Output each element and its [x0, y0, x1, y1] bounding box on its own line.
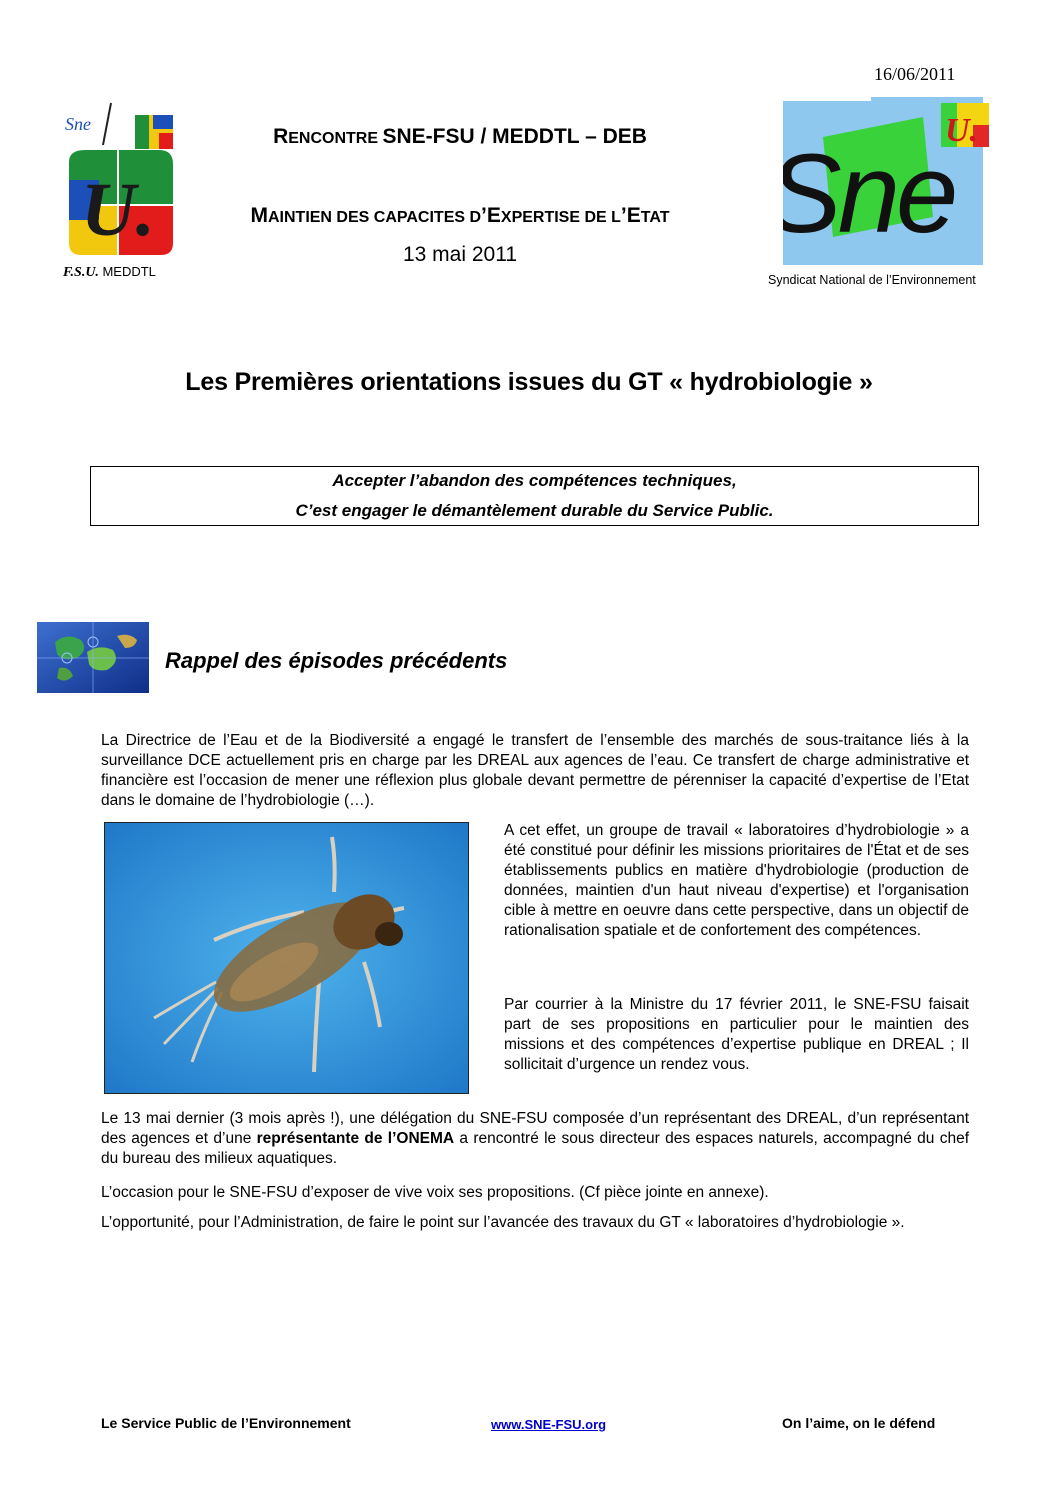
page-title: Les Premières orientations issues du GT « hydrobiologie » [185, 368, 873, 396]
footer-website-link[interactable]: www.SNE-FSU.org [491, 1417, 607, 1432]
header-meeting-line [150, 125, 770, 149]
footer-left-text: Le Service Public de l’Environnement [101, 1415, 351, 1431]
footer-right-text: On l’aime, on le défend [782, 1415, 936, 1431]
sne-logo [783, 97, 997, 267]
hline1-segment-1: ENCONTRE [288, 130, 383, 147]
delegation-text-start: Le 13 mai dernier (3 mois après !), une délégation du SNE-FSU composée d’un représentant des DREAL, d’un représentant des agences et d’une [101, 1110, 969, 1147]
paragraph-context: La Directrice de l’Eau et de la Biodiversité a engagé le transfert de l’ensemble des marchés de sous-traitance liés à la surveillance DCE actuellement pris en charge par les DREAL aux agences de l’eau. Ce transfert de charge administrative et financière est l’occasion de mener une réflexion plus globale devant permettre de pérenniser la capacité d’expertise de l’Etat dans le domaine de l’hydrobiologie (…). [101, 732, 969, 809]
mayfly-larva-photo [104, 822, 469, 1094]
delegation-text-end: a rencontré le sous directeur des espaces naturels, accompagné du chef du bureau des milieux aquatiques. [101, 1130, 970, 1167]
section-title: Rappel des épisodes précédents [165, 648, 508, 673]
paragraph-delegation [101, 1109, 969, 1169]
document-date: 16/06/2011 [874, 64, 956, 84]
hline2-segment-0: M [250, 204, 268, 227]
meeting-date: 13 mai 2011 [402, 243, 518, 266]
hline2-segment-2: ’E [481, 204, 501, 227]
meddtl-caption-text: MEDDTL [102, 264, 156, 279]
logo-u-text: U. [81, 168, 155, 252]
paragraph-letter-minister: Par courrier à la Ministre du 17 février 2011, le SNE-FSU faisait part de ses propositions en particulier pour le maintien des missions et des compétences d’expertise publique en DREAL ; Il sollicitait d’urgence un rendez vous. [504, 996, 969, 1073]
paragraph-opportunity: L’opportunité, pour l’Administration, de faire le point sur l’avancée des travaux du GT « laboratoires d’hydrobiologie ». [101, 1214, 905, 1231]
sne-logo-text: Sne [783, 131, 955, 256]
highlight-quote-box [90, 466, 979, 526]
fsu-caption-text: F.S.U. [63, 265, 99, 280]
quote-line-2: C’est engager le démantèlement durable du Service Public. [295, 501, 774, 520]
hline1-segment-0: R [273, 125, 289, 148]
hline2-segment-1: AINTIEN DES CAPACITES D [267, 209, 482, 226]
onema-representative: représentante de l’ONEMA [256, 1130, 455, 1147]
world-puzzle-icon [37, 622, 149, 693]
hline2-segment-5: TAT [640, 209, 670, 226]
paragraph-working-group: A cet effet, un groupe de travail « laboratoires d’hydrobiologie » a été constitué pour définir les missions prioritaires de l'État et de ses établissements publics en matière d'hydrobiologie (production de données, maintien d'un haut niveau d'expertise) et l'organisation cible à mettre en oeuvre dans cette perspective, dans un objectif de rationalisation spatiale et de confortement des compétences. [504, 822, 969, 939]
sne-logo-caption: Syndicat National de l’Environnement [768, 273, 976, 287]
hline2-segment-4: ’E [620, 204, 641, 227]
logo-sne-text: Sne [65, 114, 91, 134]
header-subject-line [150, 204, 770, 228]
sne-logo-u-text: U. [945, 112, 979, 149]
quote-line-1: Accepter l’abandon des compétences techniques, [332, 471, 737, 490]
hline2-segment-3: XPERTISE DE L [500, 209, 621, 226]
hline1-segment-2: SNE-FSU / MEDDTL – DEB [382, 125, 647, 148]
fsu-meddtl-caption [63, 264, 156, 281]
paragraph-occasion: L’occasion pour le SNE-FSU d’exposer de vive voix ses propositions. (Cf pièce jointe en annexe). [101, 1184, 769, 1201]
